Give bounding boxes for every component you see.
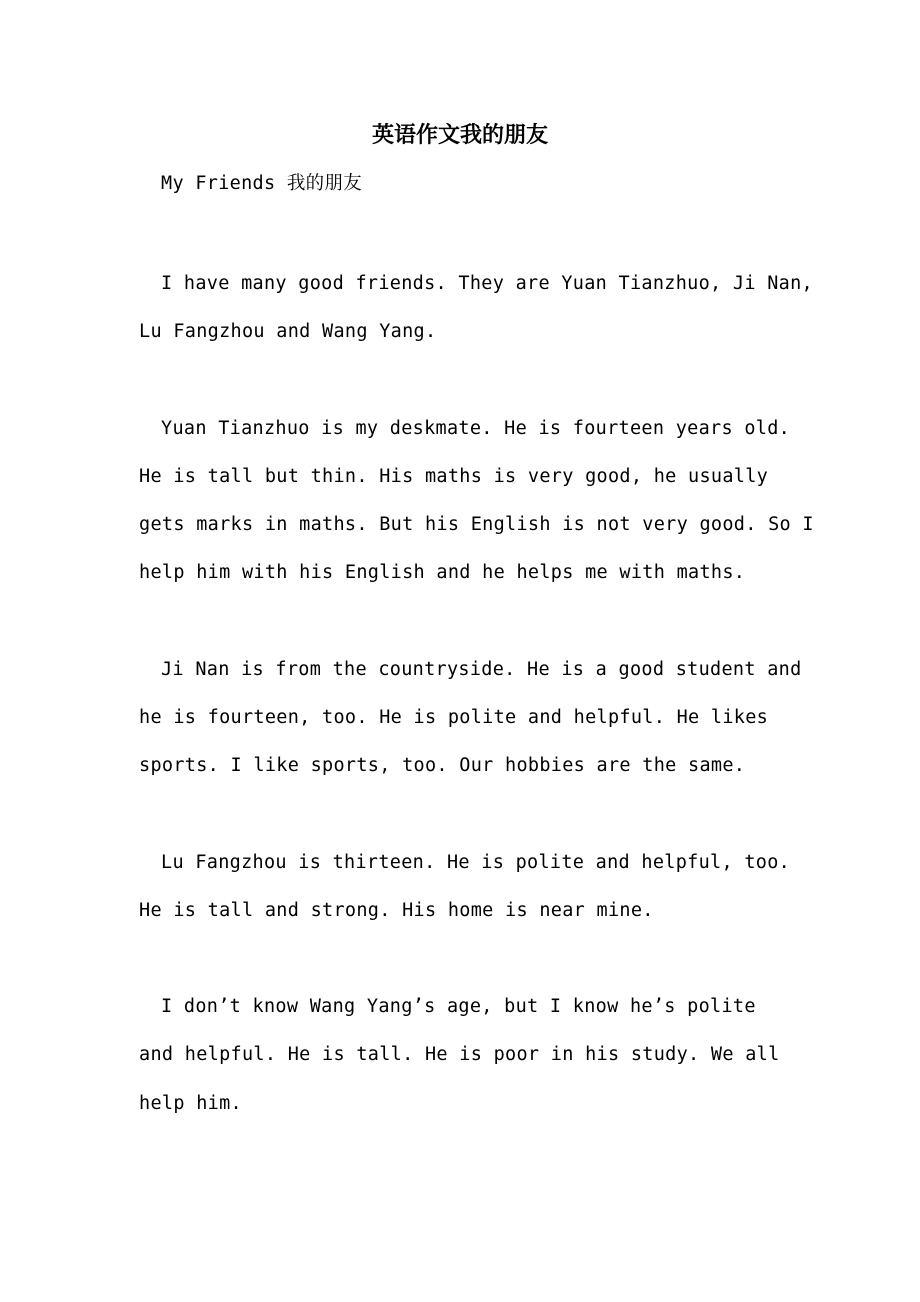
text-line: Ji Nan is from the countryside. He is a good student and	[161, 659, 802, 680]
text-line: gets marks in maths. But his English is not very good. So I	[139, 514, 814, 535]
text-line: and helpful. He is tall. He is poor in his study. We all	[139, 1044, 780, 1065]
text-line: he is fourteen, too. He is polite and helpful. He likes	[139, 707, 769, 728]
text-line: Lu Fangzhou is thirteen. He is polite and helpful, too.	[161, 852, 791, 873]
text-line: I don’t know Wang Yang’s age, but I know he’s polite	[161, 996, 756, 1017]
text-line: sports. I like sports, too. Our hobbies are the same.	[139, 755, 746, 776]
text-line: help him with his English and he helps me with maths.	[139, 562, 746, 583]
document-subtitle: My Friends 我的朋友	[161, 173, 363, 194]
text-line: Yuan Tianzhuo is my deskmate. He is fourteen years old.	[161, 418, 791, 439]
text-line: help him.	[139, 1093, 242, 1114]
text-line: Lu Fangzhou and Wang Yang.	[139, 321, 437, 342]
text-line: He is tall but thin. His maths is very good, he usually	[139, 466, 769, 487]
text-line: I have many good friends. They are Yuan Tianzhuo, Ji Nan,	[161, 273, 813, 294]
document-title: 英语作文我的朋友	[371, 122, 548, 148]
text-line: He is tall and strong. His home is near mine.	[139, 900, 654, 921]
